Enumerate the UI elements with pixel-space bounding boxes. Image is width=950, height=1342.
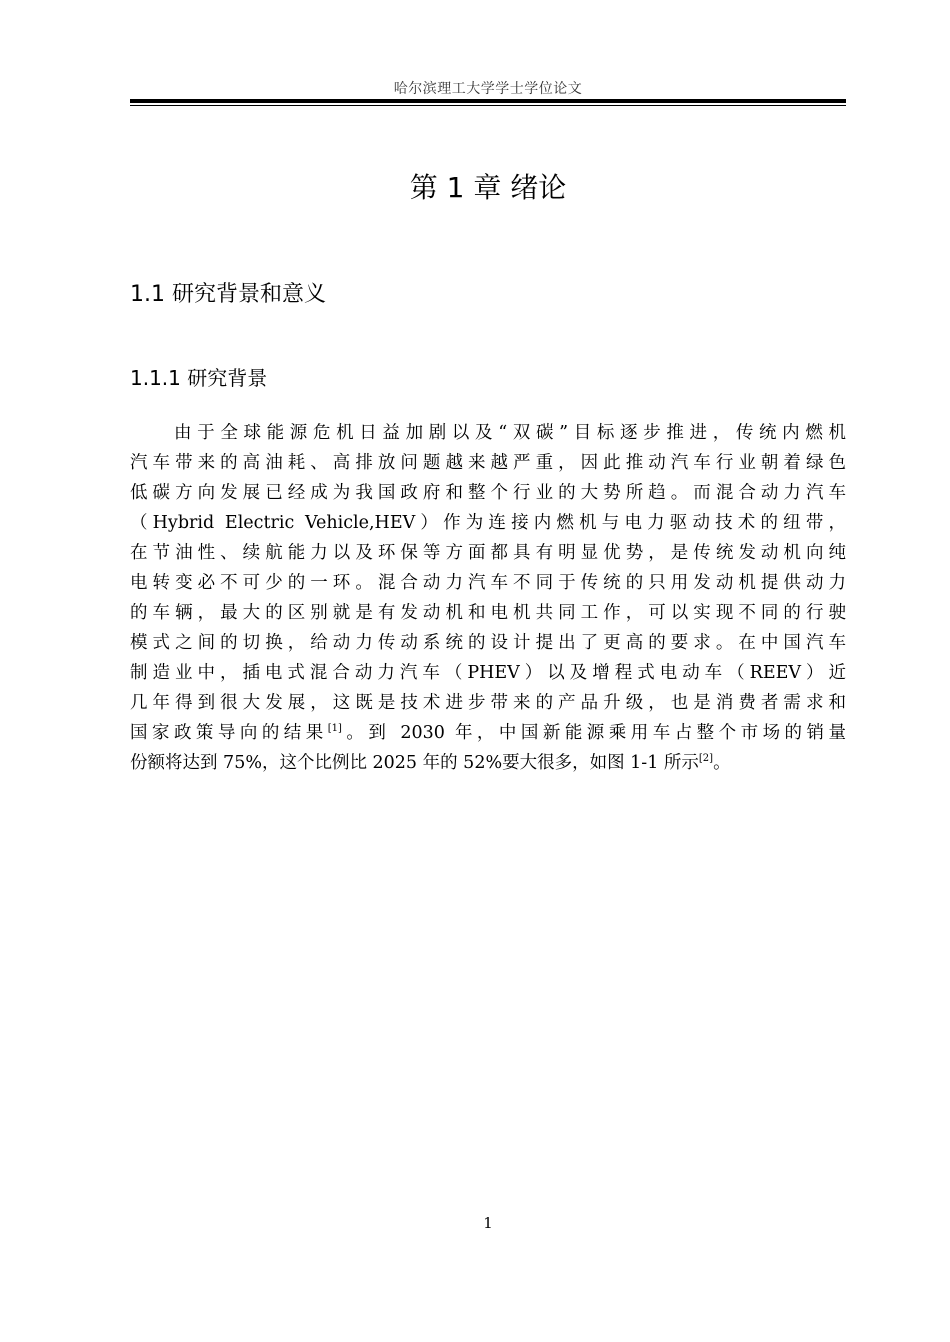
paragraph-line: 制造业中，插电式混合动力汽车（PHEV）以及增程式电动车（REEV）近 (130, 663, 846, 683)
line-text: 。 (713, 753, 731, 773)
paragraph-line: 在节油性、续航能力以及环保等方面都具有明显优势，是传统发动机向纯 (130, 543, 846, 563)
running-header: 哈尔滨理工大学学士学位论文 (393, 81, 583, 97)
citation-ref[interactable]: [1] (327, 723, 342, 735)
paragraph-line: 的车辆，最大的区别就是有发动机和电机共同工作，可以实现不同的行驶 (130, 603, 846, 623)
header-rule-thin (130, 105, 846, 106)
paragraph-line: 电转变必不可少的一环。混合动力汽车不同于传统的只用发动机提供动力 (130, 573, 846, 593)
chapter-title: 第 1 章 绪论 (409, 171, 567, 204)
paragraph-line: 由于全球能源危机日益加剧以及“双碳”目标逐步推进，传统内燃机 (174, 423, 846, 443)
paragraph-line: 几年得到很大发展，这既是技术进步带来的产品升级，也是消费者需求和 (130, 693, 846, 713)
paragraph-line: 汽车带来的高油耗、高排放问题越来越严重，因此推动汽车行业朝着绿色 (130, 453, 846, 473)
paragraph-line (130, 748, 846, 778)
paragraph-line: 低碳方向发展已经成为我国政府和整个行业的大势所趋。而混合动力汽车 (130, 483, 846, 503)
citation-ref[interactable]: [2] (698, 753, 714, 765)
header-rule-thick (130, 99, 846, 103)
paragraph-line (130, 718, 846, 748)
section-title: 1.1 研究背景和意义 (130, 282, 326, 307)
paragraph-line: 模式之间的切换，给动力传动系统的设计提出了更高的要求。在中国汽车 (130, 633, 846, 653)
paragraph-line: （Hybrid Electric Vehicle,HEV）作为连接内燃机与电力驱动技术的纽带， (130, 513, 846, 533)
line-text: 份额将达到 75%，这个比例比 2025 年的 52%要大很多，如图 1-1 所示 (130, 753, 699, 773)
body-paragraph (130, 418, 846, 778)
line-text: 国家政策导向的结果 (130, 723, 328, 743)
page-number: 1 (483, 1214, 493, 1232)
subsection-title: 1.1.1 研究背景 (130, 366, 268, 390)
line-text: 。到 2030 年，中国新能源乘用车占整个市场的销量 (341, 723, 846, 743)
